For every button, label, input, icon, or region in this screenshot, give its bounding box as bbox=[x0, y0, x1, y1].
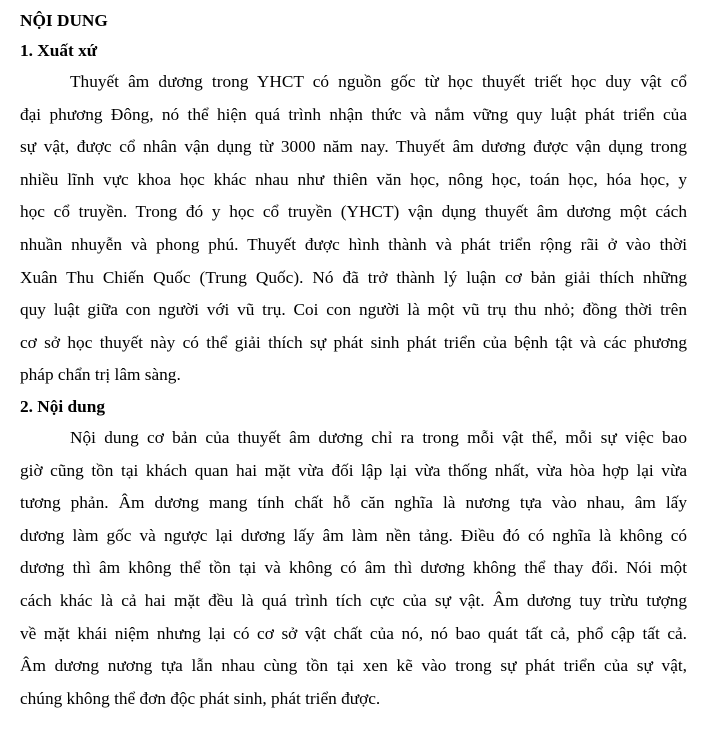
paragraph-line: học cổ truyền. Trong đó y học cổ truyền (YHCT) vận dụng thuyết âm dương một cách bbox=[20, 202, 687, 222]
paragraph-line: Âm dương nương tựa lẫn nhau cùng tồn tại xen kẽ vào trong sự phát triển của sự vật, bbox=[20, 656, 687, 676]
paragraph-line: Thuyết âm dương trong YHCT có nguồn gốc từ học thuyết triết học duy vật cổ bbox=[70, 72, 687, 91]
paragraph-line: dương làm gốc và ngược lại dương lấy âm làm nền tảng. Điều đó có nghĩa là không có bbox=[20, 525, 687, 545]
section-heading-content: 2. Nội dung bbox=[20, 396, 105, 416]
paragraph-line-last: pháp chẩn trị lâm sàng. bbox=[20, 365, 181, 385]
paragraph-line: về mặt khái niệm nhưng lại có cơ sở vật chất của nó, nó bao quát tất cả, phổ cập tất cả. bbox=[20, 623, 687, 643]
paragraph-line: quy luật giữa con người với vũ trụ. Coi con người là một vũ trụ thu nhỏ; đồng thời trên bbox=[20, 300, 687, 320]
paragraph-line: cách khác là cả hai mặt đều là quá trình tích cực của sự vật. Âm dương tuy trừu tượng bbox=[20, 590, 687, 610]
paragraph-line: cơ sở học thuyết này có thể giải thích sự phát sinh phát triển của bệnh tật và các phương bbox=[20, 332, 687, 352]
paragraph-line: Nội dung cơ bản của thuyết âm dương chỉ ra trong mỗi vật thể, mỗi sự việc bao bbox=[70, 427, 687, 447]
section-origin bbox=[20, 36, 687, 392]
paragraph-line: nhuần nhuyễn và phong phú. Thuyết được hình thành và phát triển rộng rãi ở vào thời bbox=[20, 234, 687, 254]
paragraph-line: đại phương Đông, nó thể hiện quá trình nhận thức và nắm vững quy luật phát triển của bbox=[20, 104, 687, 124]
paragraph-line: giờ cũng tồn tại khách quan hai mặt vừa đối lập lại vừa thống nhất, vừa hòa hợp lại vừa bbox=[20, 460, 687, 480]
document-title: NỘI DUNG bbox=[20, 11, 108, 30]
paragraph-line-last: chúng không thể đơn độc phát sinh, phát triển được. bbox=[20, 688, 381, 708]
paragraph-line: nhiều lĩnh vực khoa học khác nhau như thiên văn học, nông học, toán học, hóa học, y bbox=[20, 169, 687, 189]
paragraph-line: sự vật, được cổ nhân vận dụng từ 3000 năm nay. Thuyết âm dương được vận dụng trong bbox=[20, 137, 687, 157]
paragraph-line: dương thì âm không thể tồn tại và không có âm thì dương không thể thay đổi. Nói một bbox=[20, 558, 687, 578]
section-content bbox=[20, 392, 687, 715]
paragraph-line: Xuân Thu Chiến Quốc (Trung Quốc). Nó đã trở thành lý luận cơ bản giải thích những bbox=[20, 267, 687, 287]
section-heading-origin: 1. Xuất xứ bbox=[20, 41, 98, 60]
paragraph-line: tương phản. Âm dương mang tính chất hỗ căn nghĩa là nương tựa vào nhau, âm lấy bbox=[20, 493, 687, 513]
